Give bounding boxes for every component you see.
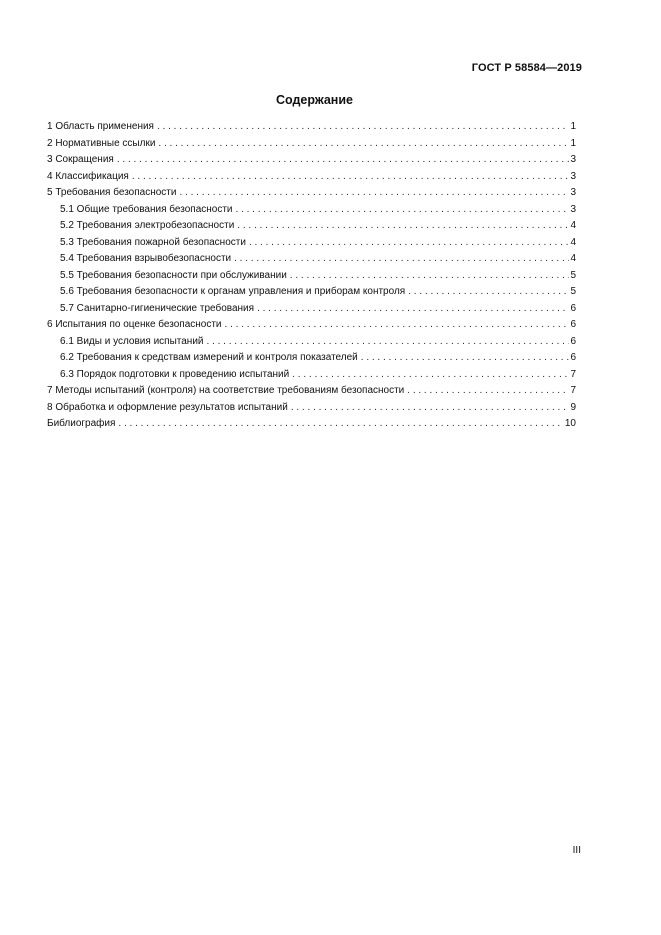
toc-subentry[interactable] — [47, 235, 576, 252]
toc-entry-page: 6 — [570, 302, 576, 314]
table-of-contents — [47, 119, 576, 433]
toc-subentry[interactable] — [47, 268, 576, 285]
toc-entry-text: 6.3 Порядок подготовки к проведению испытаний — [60, 368, 290, 380]
toc-entry-text: 6 Испытания по оценке безопасности — [47, 319, 222, 330]
toc-entry-page: 4 — [570, 253, 576, 264]
toc-entry-text: 6.2 Требования к средствам измерений и контроля показателей — [60, 352, 358, 363]
toc-entry-page: 9 — [570, 401, 576, 413]
toc-subentry[interactable] — [47, 367, 576, 384]
toc-entry-page: 3 — [570, 170, 576, 182]
toc-entry-page: 5 — [570, 269, 576, 281]
toc-leader-dots — [117, 152, 570, 169]
toc-leader-dots — [237, 218, 569, 235]
toc-entry-text: 5.1 Общие требования безопасности — [60, 203, 233, 215]
toc-leader-dots — [118, 416, 563, 433]
toc-leader-dots — [408, 284, 569, 301]
toc-leader-dots — [407, 383, 569, 400]
toc-leader-dots — [132, 169, 570, 186]
toc-entry-text: 5.3 Требования пожарной безопасности — [60, 236, 246, 248]
toc-entry-page: 3 — [570, 187, 576, 198]
toc-entry[interactable] — [47, 169, 576, 186]
toc-leader-dots — [290, 268, 570, 285]
toc-subentry[interactable] — [47, 350, 576, 367]
toc-leader-dots — [157, 119, 569, 136]
toc-leader-dots — [291, 400, 570, 417]
toc-entry-text: 5.2 Требования электробезопасности — [60, 220, 235, 231]
toc-entry-text: Библиография — [47, 418, 116, 429]
toc-leader-dots — [207, 334, 570, 351]
toc-leader-dots — [225, 317, 570, 334]
toc-leader-dots — [158, 136, 569, 153]
toc-entry-page: 1 — [570, 137, 576, 149]
document-code: ГОСТ Р 58584—2019 — [471, 62, 582, 74]
toc-leader-dots — [361, 350, 570, 367]
toc-entry-text: 8 Обработка и оформление результатов испытаний — [47, 401, 288, 413]
toc-leader-dots — [234, 251, 569, 268]
toc-entry[interactable] — [47, 317, 576, 334]
toc-entry-text: 1 Область применения — [47, 121, 154, 132]
toc-leader-dots — [236, 202, 570, 219]
toc-title: Содержание — [275, 93, 353, 107]
toc-entry-page: 5 — [570, 286, 576, 297]
toc-entry-page: 4 — [570, 220, 576, 231]
page-number: III — [572, 845, 581, 856]
toc-entry[interactable] — [47, 136, 576, 153]
toc-leader-dots — [179, 185, 569, 202]
toc-entry[interactable] — [47, 400, 576, 417]
toc-subentry[interactable] — [47, 334, 576, 351]
toc-subentry[interactable] — [47, 218, 576, 235]
toc-subentry[interactable] — [47, 284, 576, 301]
toc-entry[interactable] — [47, 152, 576, 169]
toc-entry-text: 5.7 Санитарно-гигиенические требования — [60, 302, 255, 314]
toc-entry-page: 3 — [570, 154, 576, 165]
toc-leader-dots — [292, 367, 569, 384]
toc-entry-text: 7 Методы испытаний (контроля) на соответствие требованиям безопасности — [47, 385, 405, 396]
toc-entry[interactable] — [47, 185, 576, 202]
toc-entry-page: 6 — [570, 319, 576, 330]
toc-entry-page: 6 — [570, 352, 576, 363]
toc-leader-dots — [257, 301, 569, 318]
toc-entry-text: 4 Классификация — [47, 170, 129, 182]
toc-entry-page: 7 — [570, 368, 576, 380]
toc-leader-dots — [249, 235, 570, 252]
toc-entry-page: 4 — [570, 236, 576, 248]
toc-entry-text: 6.1 Виды и условия испытаний — [60, 335, 204, 347]
toc-entry-text: 5.6 Требования безопасности к органам управления и приборам контроля — [60, 286, 406, 297]
toc-entry-page: 7 — [570, 385, 576, 396]
toc-entry-text: 5.5 Требования безопасности при обслуживании — [60, 269, 287, 281]
toc-entry-text: 5 Требования безопасности — [47, 187, 177, 198]
toc-entry[interactable] — [47, 383, 576, 400]
toc-subentry[interactable] — [47, 202, 576, 219]
toc-subentry[interactable] — [47, 301, 576, 318]
toc-entry-page: 10 — [564, 418, 576, 429]
toc-entry-text: 3 Сокращения — [47, 154, 114, 165]
toc-entry-page: 1 — [570, 121, 576, 132]
toc-entry[interactable] — [47, 119, 576, 136]
toc-entry-text: 5.4 Требования взрывобезопасности — [60, 253, 232, 264]
toc-entry-page: 6 — [570, 335, 576, 347]
toc-entry-page: 3 — [570, 203, 576, 215]
toc-entry-text: 2 Нормативные ссылки — [47, 137, 156, 149]
toc-entry[interactable] — [47, 416, 576, 433]
toc-subentry[interactable] — [47, 251, 576, 268]
